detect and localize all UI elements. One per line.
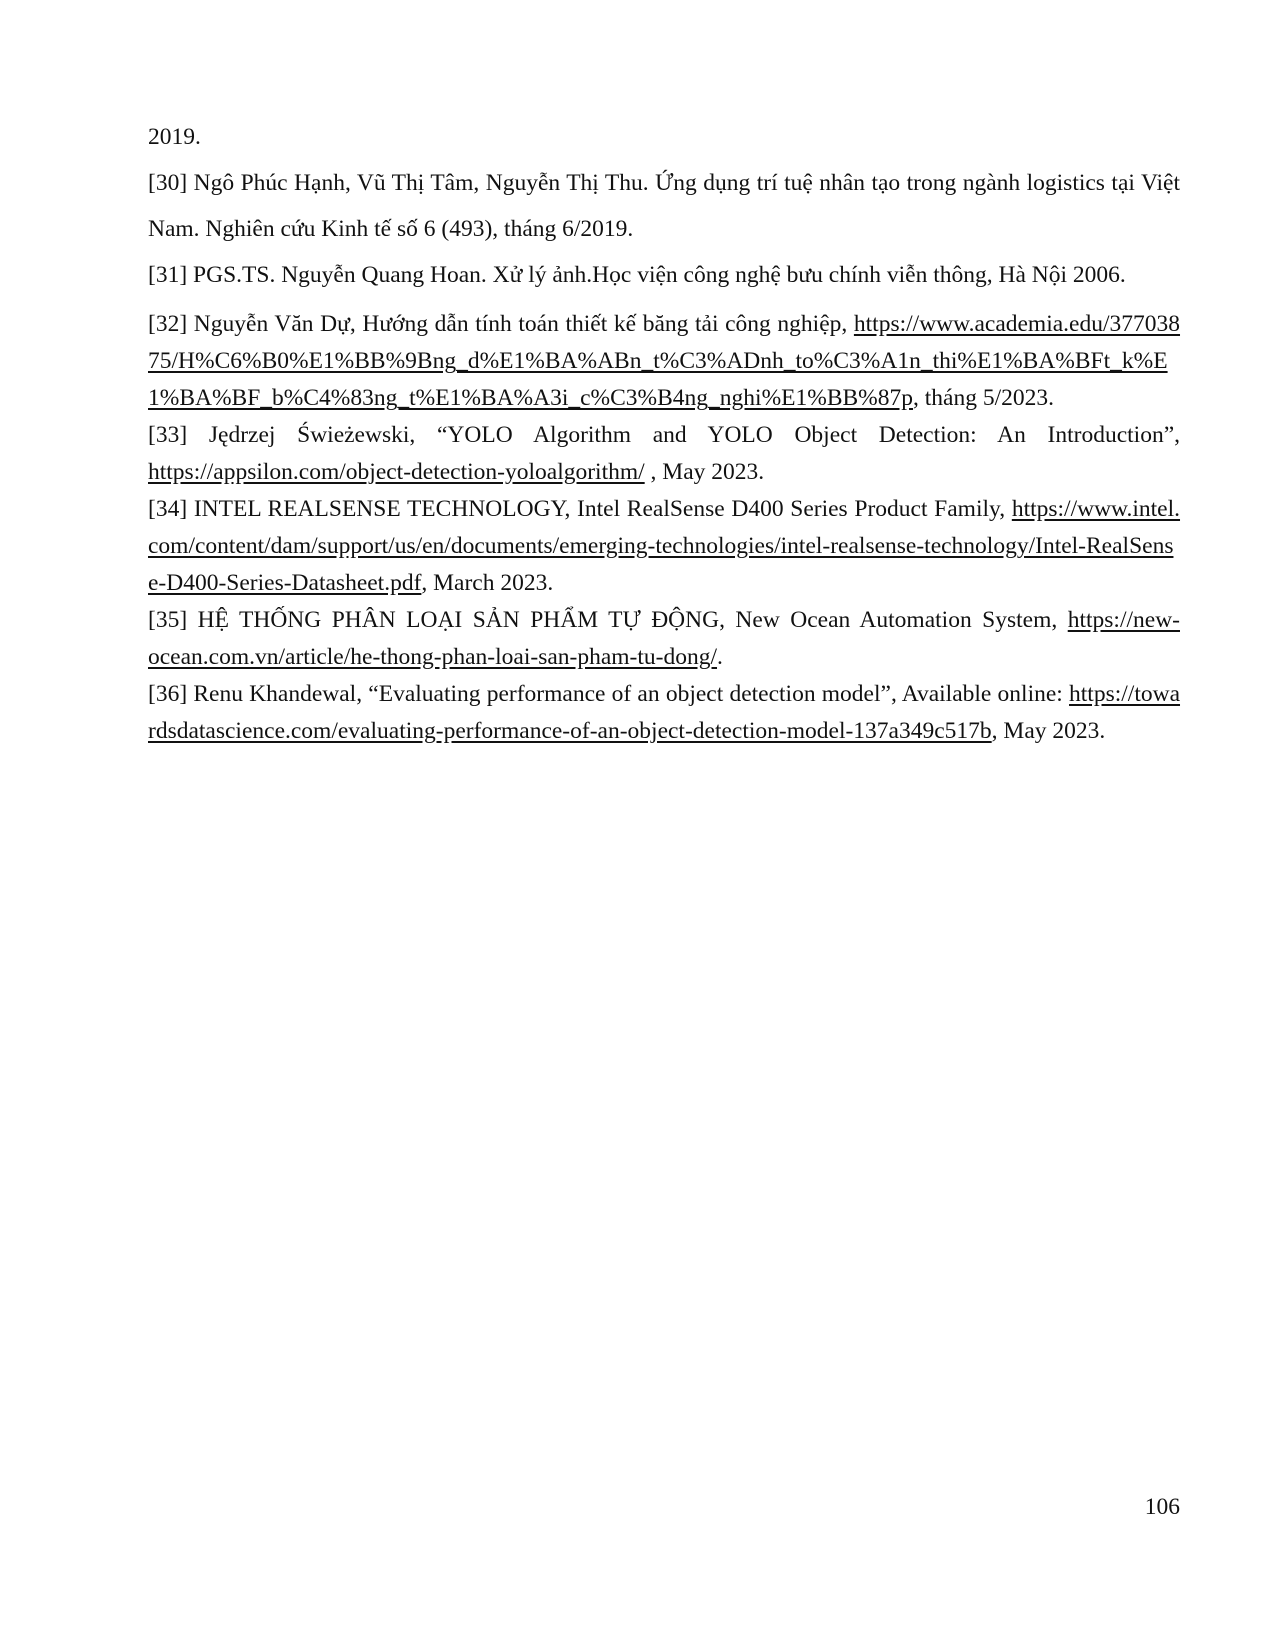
reference-suffix: , tháng 5/2023. xyxy=(913,385,1055,411)
reference-text: Nguyễn Văn Dự, Hướng dẫn tính toán thiết kế băng tải công nghiệp, xyxy=(193,311,848,337)
reference-35 xyxy=(148,602,1180,676)
reference-label: [31] xyxy=(148,262,188,288)
reference-36 xyxy=(148,676,1180,750)
reference-text: Jędrzej Świeżewski, “YOLO Algorithm and YOLO Object Detection: An Introduction”, xyxy=(208,422,1181,448)
reference-label: [35] xyxy=(148,607,188,633)
reference-text: PGS.TS. Nguyễn Quang Hoan. Xử lý ảnh.Học viện công nghệ bưu chính viễn thông, Hà Nội 2006. xyxy=(193,262,1126,288)
reference-suffix: . xyxy=(717,644,723,670)
reference-label: [33] xyxy=(148,422,188,448)
reference-34 xyxy=(148,491,1180,602)
reference-link[interactable]: https://new-ocean.com.vn/article/he-thong-phan-loai-san-pham-tu-dong/ xyxy=(148,607,1180,670)
reference-text: INTEL REALSENSE TECHNOLOGY, Intel RealSense D400 Series Product Family, xyxy=(193,496,1006,522)
page-number: 106 xyxy=(1144,1494,1180,1520)
reference-text: Ngô Phúc Hạnh, Vũ Thị Tâm, Nguyễn Thị Thu. Ứng dụng trí tuệ nhân tạo trong ngành logistics tại Việt Nam. Nghiên cứu Kinh tế số 6 (493), tháng 6/2019. xyxy=(148,170,1181,242)
reference-30 xyxy=(148,160,1180,252)
reference-link[interactable]: https://www.intel.com/content/dam/support/us/en/documents/emerging-technologies/intel-realsense-technology/Intel-RealSense-D400-Series-Datasheet.pdf xyxy=(148,496,1181,596)
reference-suffix: , May 2023. xyxy=(644,459,765,485)
continued-text: 2019. xyxy=(148,124,201,150)
reference-link[interactable]: https://appsilon.com/object-detection-yoloalgorithm/ xyxy=(148,459,645,485)
reference-suffix: , March 2023. xyxy=(421,570,554,596)
reference-text: Renu Khandewal, “Evaluating performance of an object detection model”, Available online: xyxy=(193,681,1063,707)
reference-text: HỆ THỐNG PHÂN LOẠI SẢN PHẨM TỰ ĐỘNG, New Ocean Automation System, xyxy=(197,607,1058,633)
reference-33 xyxy=(148,417,1180,491)
reference-31 xyxy=(148,252,1180,298)
references-body xyxy=(148,114,1180,750)
reference-label: [34] xyxy=(148,496,188,522)
reference-link[interactable]: https://www.academia.edu/37703875/H%C6%B0%E1%BB%9Bng_d%E1%BA%ABn_t%C3%ADnh_to%C3%A1n_thi%E1%BA%BFt_k%E1%BA%BF_b%C4%83ng_t%E1%BA%A3i_c%C3%B4ng_nghi%E1%BB%87p xyxy=(148,311,1181,411)
reference-32 xyxy=(148,306,1180,417)
reference-link[interactable]: https://towardsdatascience.com/evaluating-performance-of-an-object-detection-model-137a349c517b xyxy=(148,681,1181,744)
reference-suffix: , May 2023. xyxy=(991,718,1106,744)
reference-label: [32] xyxy=(148,311,188,337)
reference-label: [30] xyxy=(148,170,188,196)
reference-label: [36] xyxy=(148,681,188,707)
